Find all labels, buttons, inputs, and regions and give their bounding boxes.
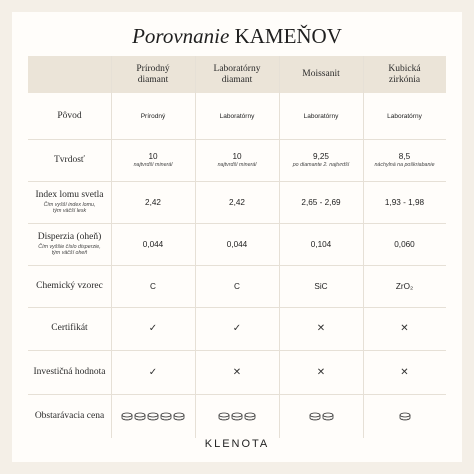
coin-icon xyxy=(173,412,185,421)
comparison-table xyxy=(28,56,446,438)
cell-dispersion-natural: 0,044 xyxy=(142,239,164,249)
row-label-text: Pôvod xyxy=(57,110,82,121)
row-label-formula xyxy=(28,265,111,307)
column-header-moissanite xyxy=(279,56,363,93)
cell-price-lab xyxy=(195,394,279,438)
hardness-note: najtvrdší minerál xyxy=(217,162,257,168)
cell-price-zirconia xyxy=(363,394,446,438)
title-italic: Porovnanie xyxy=(132,24,230,48)
coin-stack xyxy=(218,412,256,421)
column-header-line: Laboratórny xyxy=(213,63,261,74)
cell-dispersion-lab: 0,044 xyxy=(226,239,248,249)
row-label-price xyxy=(28,394,111,438)
coin-icon xyxy=(147,412,159,421)
coin-stack xyxy=(399,412,411,421)
cell-dispersion-zirconia: 0,060 xyxy=(394,239,415,249)
cell-dispersion-moissanite: 0,104 xyxy=(310,239,332,249)
row-label-dispersion xyxy=(28,223,111,265)
column-header-line: diamant xyxy=(137,74,169,85)
cell-origin-zirconia: Laboratórny xyxy=(387,112,422,120)
column-header-line: zirkónia xyxy=(388,74,421,85)
hardness-note: náchylná na poškriabanie xyxy=(374,162,435,168)
cell-price-natural xyxy=(111,394,195,438)
coin-icon xyxy=(160,412,172,421)
column-header-line: diamant xyxy=(221,74,253,85)
row-label-hardness xyxy=(28,139,111,181)
coin-icon xyxy=(218,412,230,421)
coin-icon xyxy=(231,412,243,421)
row-label-text: Disperzia (oheň) xyxy=(37,231,102,242)
coin-icon xyxy=(399,412,411,421)
coin-icon xyxy=(121,412,133,421)
row-label-text: Investičná hodnota xyxy=(33,366,106,377)
cross-icon: ✕ xyxy=(400,323,409,334)
cell-formula-zirconia: ZrO₂ xyxy=(395,281,414,291)
row-label-subtext: tým väčší lesk xyxy=(52,208,87,214)
cell-formula-natural: C xyxy=(150,281,156,291)
brand-logo: KLENOTA xyxy=(204,438,270,450)
column-header-line: Moissanit xyxy=(302,69,340,79)
coin-icon xyxy=(322,412,334,421)
hardness-note: po diamante 2. najtvrdší xyxy=(292,162,350,168)
coin-stack xyxy=(121,412,185,421)
row-label-text: Index lomu svetla xyxy=(35,189,104,200)
column-header-lab-diamond xyxy=(195,56,279,93)
cell-hardness-lab xyxy=(195,139,279,181)
cross-icon: ✕ xyxy=(232,366,242,378)
cell-origin-natural: Prírodný xyxy=(140,112,166,120)
title-rest: KAMEŇOV xyxy=(234,24,342,48)
hardness-value: 9,25 xyxy=(313,152,329,161)
cross-icon: ✕ xyxy=(400,366,409,378)
row-label-text: Certifikát xyxy=(51,323,88,333)
check-icon: ✓ xyxy=(232,323,242,334)
cell-formula-lab: C xyxy=(234,281,240,291)
cell-hardness-zirconia xyxy=(363,139,446,181)
hardness-note: najtvrdší minerál xyxy=(133,162,173,168)
row-label-text: Chemický vzorec xyxy=(36,280,103,291)
coin-stack xyxy=(309,412,334,421)
cell-hardness-natural xyxy=(111,139,195,181)
cross-icon: ✕ xyxy=(316,323,326,334)
cell-formula-moissanite: SiC xyxy=(314,281,328,291)
hardness-value: 10 xyxy=(232,152,242,161)
check-icon: ✓ xyxy=(148,323,158,334)
cell-origin-lab: Laboratórny xyxy=(219,112,255,120)
column-header-line: Prírodný xyxy=(136,63,170,74)
cell-origin-moissanite: Laboratórny xyxy=(303,112,339,120)
row-label-subtext: Čím vyššie číslo disperzie, xyxy=(38,243,101,250)
row-label-subtext: tým väčší oheň xyxy=(51,250,88,256)
column-header-natural-diamond xyxy=(111,56,195,93)
hardness-value: 8,5 xyxy=(398,152,411,161)
comparison-card xyxy=(12,12,462,462)
coin-icon xyxy=(134,412,146,421)
cell-price-moissanite xyxy=(279,394,363,438)
cell-refraction-moissanite: 2,65 - 2,69 xyxy=(301,197,341,207)
column-header-cubic-zirconia xyxy=(363,56,446,93)
row-label-text: Obstarávacia cena xyxy=(34,410,105,421)
page-title xyxy=(12,22,462,50)
row-label-certificate xyxy=(28,307,111,350)
row-label-refraction xyxy=(28,181,111,223)
column-header-line: Kubická xyxy=(388,63,421,74)
row-label-investment xyxy=(28,350,111,394)
cross-icon: ✕ xyxy=(316,366,326,378)
row-label-subtext: Čím vyšší index lomu, xyxy=(43,201,96,208)
coin-icon xyxy=(244,412,256,421)
cell-refraction-zirconia: 1,93 - 1,98 xyxy=(384,197,425,207)
check-icon: ✓ xyxy=(148,366,158,378)
row-label-text: Tvrdosť xyxy=(54,154,85,165)
cell-refraction-lab: 2,42 xyxy=(229,197,245,207)
hardness-value: 10 xyxy=(148,152,158,161)
coin-icon xyxy=(309,412,321,421)
cell-refraction-natural: 2,42 xyxy=(145,197,161,207)
cell-hardness-moissanite xyxy=(279,139,363,181)
row-label-origin xyxy=(28,93,111,139)
